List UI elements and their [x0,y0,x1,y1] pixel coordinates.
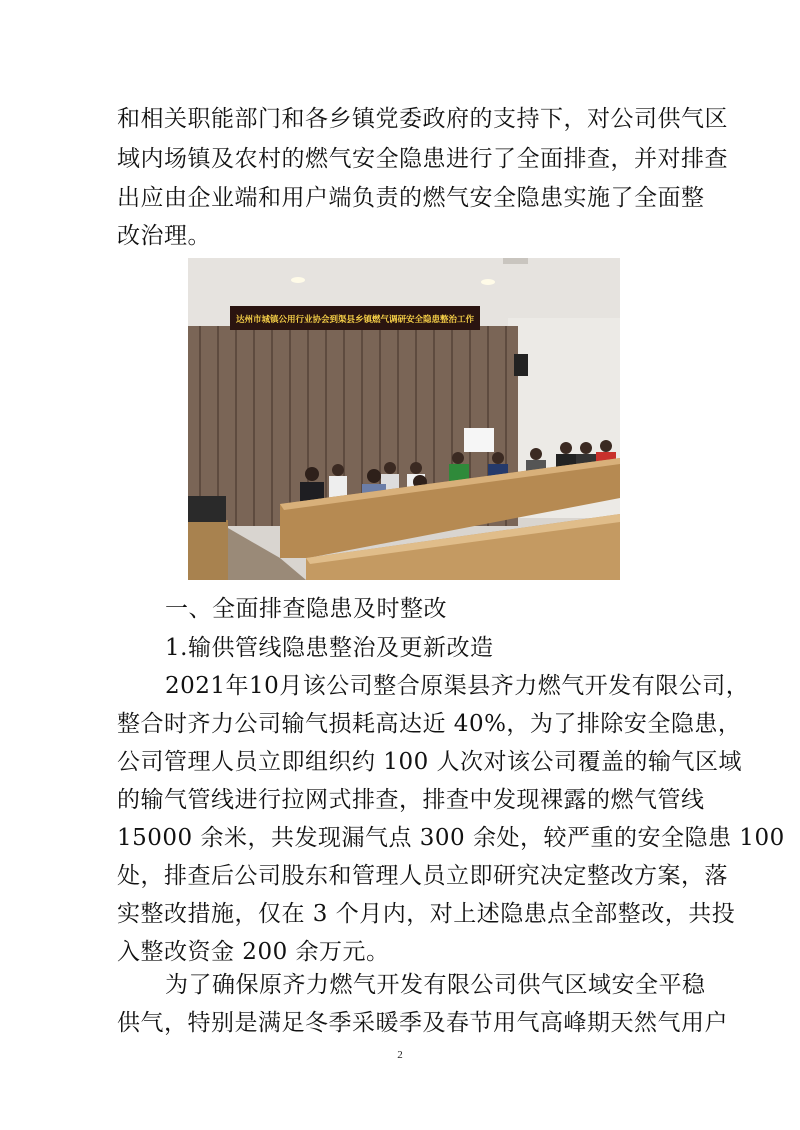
text-line: 出应由企业端和用户端负责的燃气安全隐患实施了全面整 [117,185,705,211]
text-line: 为了确保原齐力燃气开发有限公司供气区域安全平稳 [165,972,706,998]
text-line: 公司管理人员立即组织约 100 人次对该公司覆盖的输气区域 [117,749,743,775]
section-heading: 一、全面排查隐患及时整改 [165,596,447,622]
text-line: 域内场镇及农村的燃气安全隐患进行了全面排查，并对排查 [117,146,728,172]
text-line: 处，排查后公司股东和管理人员立即研究决定整改方案，落 [117,863,728,889]
text-line: 2021年10月该公司整合原渠县齐力燃气开发有限公司， [165,673,750,699]
text-line: 实整改措施，仅在 3 个月内，对上述隐患点全部整改，共投 [117,901,736,927]
text-line: 供气，特别是满足冬季采暖季及春节用气高峰期天然气用户 [117,1010,728,1036]
text-line: 15000 余米，共发现漏气点 300 余处，较严重的安全隐患 100 [117,825,785,851]
subsection-heading: 1.输供管线隐患整治及更新改造 [165,635,494,661]
text-line: 和相关职能部门和各乡镇党委政府的支持下，对公司供气区 [117,106,728,132]
text-line: 的输气管线进行拉网式排查，排查中发现裸露的燃气管线 [117,787,705,813]
meeting-photo-illustration [188,258,620,580]
meeting-photo [188,258,620,580]
banner-text: 达州市城镇公用行业协会到渠县乡镇燃气调研安全隐患整治工作 [235,315,475,325]
text-line: 整合时齐力公司输气损耗高达近 40%，为了排除安全隐患， [117,711,742,737]
page-number: 2 [397,1049,403,1061]
text-line: 改治理。 [117,223,211,249]
text-line: 入整改资金 200 余万元。 [117,939,390,965]
